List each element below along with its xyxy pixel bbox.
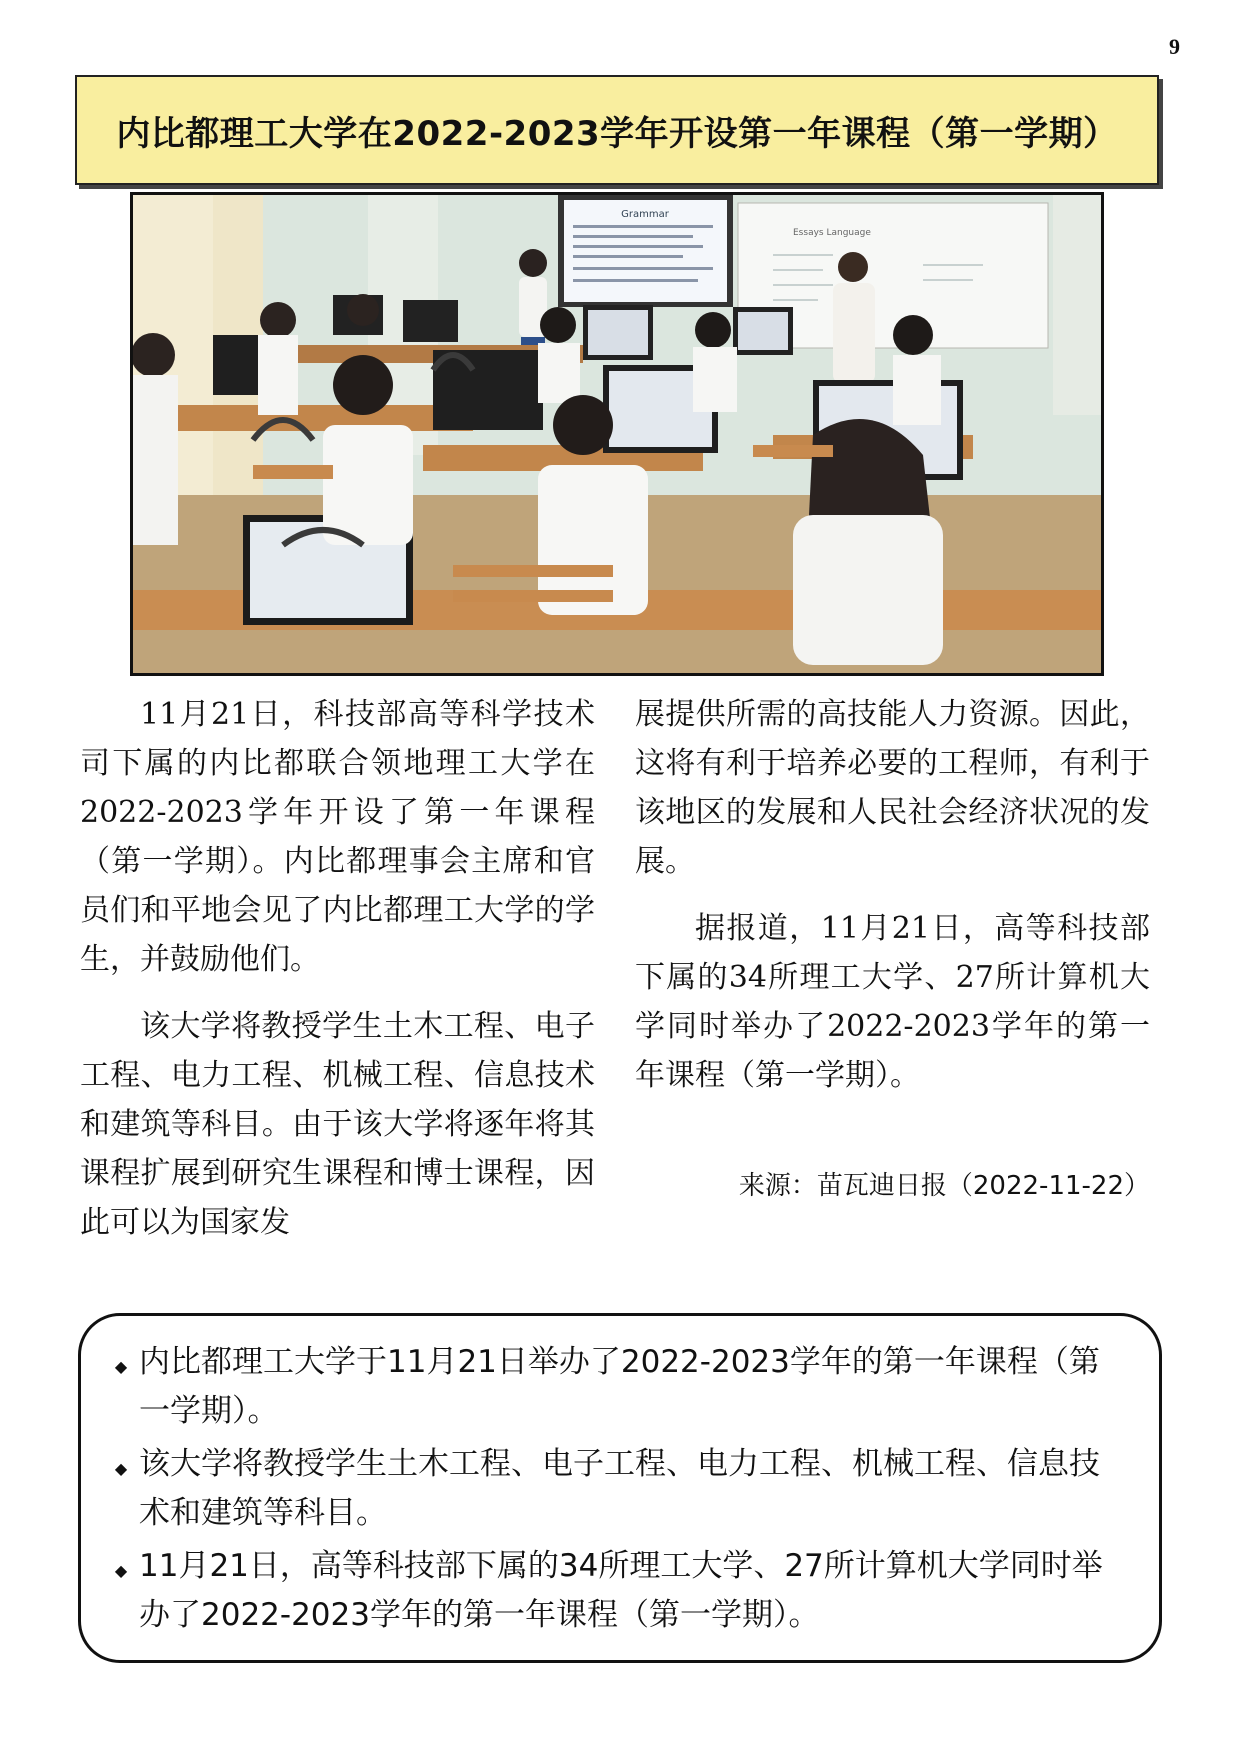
summary-box — [78, 1313, 1162, 1663]
classroom-illustration — [133, 195, 1101, 673]
article-paragraph: 该大学将教授学生土木工程、电子工程、电力工程、机械工程、信息技术和建筑等科目。由于该大学将逐年将其课程扩展到研究生课程和博士课程，因此可以为国家发 — [80, 1009, 595, 1240]
article-title: 内比都理工大学在2022-2023学年开设第一年课程（第一学期） — [116, 113, 1118, 154]
summary-item — [103, 1338, 1119, 1436]
article-right-column — [635, 690, 1150, 1118]
page-number: 9 — [1169, 34, 1180, 59]
slide-heading: Grammar — [621, 209, 669, 220]
diamond-bullet-icon: ◆ — [114, 1459, 128, 1478]
article-paragraph: 展提供所需的高技能人力资源。因此，这将有利于培养必要的工程师，有利于该地区的发展和人民社会经济状况的发展。 — [635, 697, 1150, 879]
classroom-photo — [130, 192, 1104, 676]
whiteboard-text: Essays Language — [793, 228, 871, 238]
summary-item — [103, 1440, 1119, 1538]
article-left-column — [80, 690, 595, 1265]
article-source: 来源：苗瓦迪日报（2022-11-22） — [738, 1171, 1150, 1201]
article-paragraph: 11月21日，科技部高等科学技术司下属的内比都联合领地理工大学在2022-2023学年开设了第一年课程（第一学期）。内比都理事会主席和官员们和平地会见了内比都理工大学的学生，并鼓励他们。 — [80, 697, 595, 977]
article-paragraph: 据报道，11月21日，高等科技部下属的34所理工大学、27所计算机大学同时举办了2022-2023学年的第一年课程（第一学期）。 — [635, 911, 1150, 1093]
summary-text: 内比都理工大学于11月21日举办了2022-2023学年的第一年课程（第一学期）。 — [139, 1344, 1100, 1429]
summary-text: 该大学将教授学生土木工程、电子工程、电力工程、机械工程、信息技术和建筑等科目。 — [139, 1446, 1100, 1531]
diamond-bullet-icon: ◆ — [114, 1357, 128, 1376]
summary-item — [103, 1542, 1119, 1640]
diamond-bullet-icon: ◆ — [114, 1561, 128, 1580]
title-box — [75, 75, 1159, 185]
summary-text: 11月21日，高等科技部下属的34所理工大学、27所计算机大学同时举办了2022-2023学年的第一年课程（第一学期）。 — [139, 1548, 1103, 1633]
